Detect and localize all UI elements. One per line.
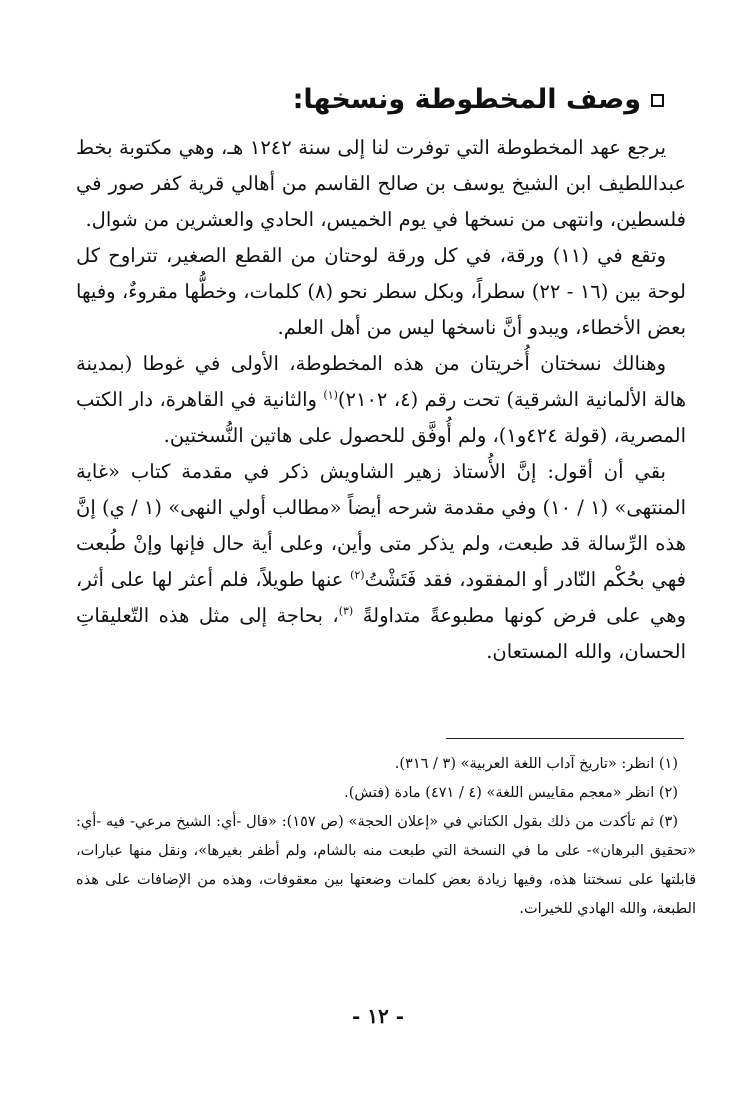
section-heading-text: وصف المخطوطة ونسخها: [292,84,641,115]
paragraph-manuscript-description [76,238,686,346]
footnote-2: (٢) انظر «معجم مقاييس اللغة» (٤ / ٤٧١) مادة (فتش). [344,785,678,801]
square-bullet-icon [651,94,664,107]
paragraph-printing-note [76,454,686,670]
paragraph-text: والثانية في القاهرة، دار الكتب المصرية، (قولة ٤٢٤و١)، ولم أُوفَّق للحصول على هاتين النُّسختين. [76,388,686,447]
footnote-ref-3: (٣) [338,604,354,618]
page-number: - ١٢ - [351,1004,404,1028]
section-heading [293,80,664,120]
paragraph-text: ، بحاجة إلى مثل هذه التّعليقاتِ الحسان، والله المستعان. [76,604,686,663]
paragraph-manuscript-date [76,130,686,238]
body-text [76,130,686,670]
paragraph-text: يرجع عهد المخطوطة التي توفرت لنا إلى سنة ١٢٤٢ هـ، وهي مكتوبة بخط عبداللطيف ابن الشيخ يوسف بن صالح القاسم من أهالي قرية كفر صور في فلسطين، وانتهى من نسخها في يوم الخميس، الحادي والعشرين من شوال. [76,136,686,231]
paragraph-text: وتقع في (١١) ورقة، في كل ورقة لوحتان من القطع الصغير، تتراوح كل لوحة بين (١٦ - ٢٢) سطراً، وبكل سطر نحو (٨) كلمات، وخطُّها مقروءٌ، وفيها بعض الأخطاء، ويبدو أنَّ ناسخها ليس من أهل العلم. [76,244,686,339]
footnote-ref-2: (٢) [350,568,365,582]
paragraph-other-copies [76,346,686,454]
footnote-3: (٣) ثم تأكدت من ذلك بقول الكتاني في «إعلان الحجة» (ص ١٥٧): «قال -أي: الشيخ مرعي- فيه -أي: «تحقيق البرهان»- على ما في النسخة التي طبعت منه بالشام، ولم أظفر بغيرها»، ونقل منها عبارات، قابلتها على نسختنا هذه، وفيها زيادة بعض كلمات وضعتها بين معقوفات، وهذه من الإضافات على هذه الطبعة، والله الهادي للخيرات. [76,814,696,917]
paragraph-text: وهنالك نسختان أُخريتان من هذه المخطوطة، الأولى في غوطا (بمدينة هالة الألمانية الشرقية) تحت رقم (٤، ٢١٠٢) [76,352,686,411]
paragraph-text: بقي أن أقول: إنَّ الأُستاذ زهير الشاويش ذكر في مقدمة كتاب «غاية المنتهى» (١ / ١٠) وفي مقدمة شرحه أيضاً «مطالب أولي النهى» (١ / ي) إنَّ هذه الرِّسالة قد طبعت، ولم يذكر متى وأين، وعلى أية حال فإنها وإنْ طُبعت فهي بحُكْم النّادر أو المفقود، فقد فَتَشْتُ [76,460,686,591]
footnote-ref-1: (١) [323,388,338,402]
footnote-divider [446,738,684,739]
footnotes [76,750,696,924]
paragraph-text: عنها طويلاً، فلم أعثر لها على أثر، وهي على فرض كونها مطبوعةً متداولةً [76,568,686,627]
footnote-1: (١) انظر: «تاريخ آداب اللغة العربية» (٣ / ٣١٦). [394,756,678,772]
